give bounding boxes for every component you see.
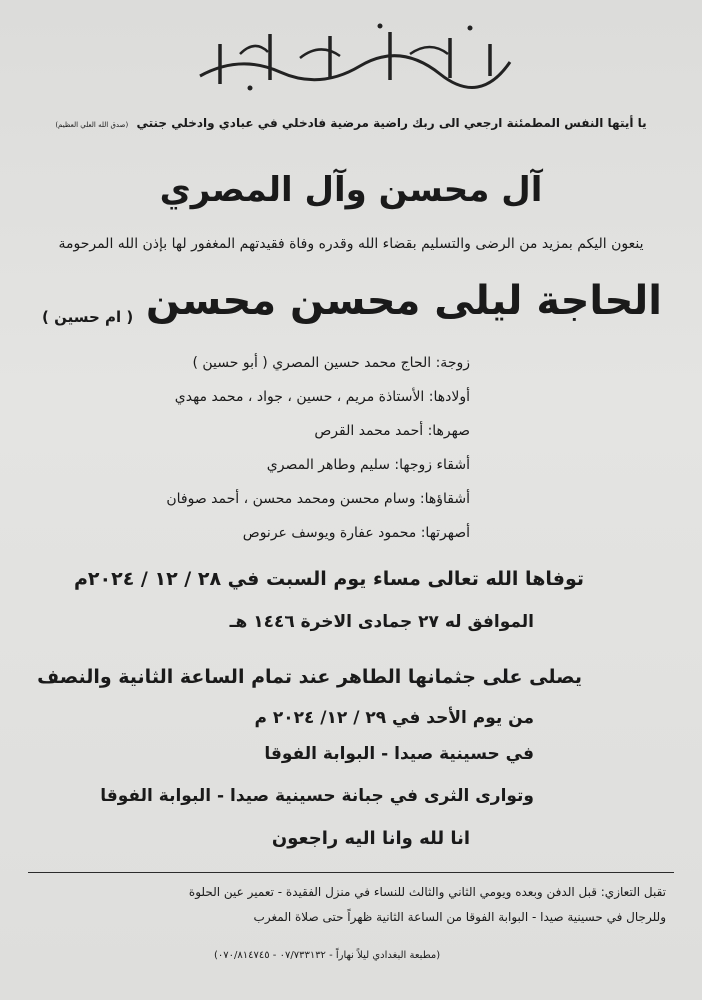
hijri-date-line: الموافق له ٢٧ جمادى الاخرة ١٤٤٦ هـ	[229, 612, 534, 632]
announcement-text: ينعون اليكم بمزيد من الرضى والتسليم بقضاء الله وقدره وفاة فقيدتهم المغفور لها بإذن الله المرحومة	[58, 236, 644, 252]
relative-children: أولادها: الأستاذة مريم ، حسين ، جواد ، محمد مهدي	[174, 389, 470, 405]
death-date-line: توفاها الله تعالى مساء يوم السبت في ٢٨ / ١٢ / ٢٠٢٤م	[73, 568, 584, 590]
funeral-place-line: في حسينية صيدا - البوابة الفوقا	[264, 744, 534, 764]
printer-credit: (مطبعة البغدادي ليلاً نهاراً - ٠٧/٧٣٣١٣٢ - ٠٧٠/٨١٤٧٤٥)	[214, 950, 441, 961]
verse-reference: (صدق الله العلي العظيم)	[55, 121, 129, 129]
funeral-date-line: من يوم الأحد في ٢٩ / ١٢/ ٢٠٢٤ م	[254, 708, 534, 728]
calligraphy-header	[180, 14, 530, 94]
calligraphy-flourish-icon	[180, 14, 530, 94]
deceased-name: الحاجة ليلى محسن محسن	[145, 278, 662, 324]
deceased-alias: ( ام حسين )	[42, 308, 134, 326]
relatives-list	[166, 346, 470, 550]
condolence-line-men: وللرجال في حسينية صيدا - البوابة الفوقا من الساعة الثانية ظهراً حتى صلاة المغرب	[253, 910, 666, 924]
burial-line: وتوارى الثرى في جبانة حسينية صيدا - البوابة الفوقا	[100, 786, 534, 806]
relative-in-laws: أصهرتها: محمود عفارة ويوسف عرنوص	[242, 525, 470, 541]
relative-son-in-law: صهرها: أحمد محمد القرص	[314, 423, 470, 439]
condolence-info	[189, 880, 666, 930]
verse-text: يا أيتها النفس المطمئنة ارجعي الى ربك راضية مرضية فادخلي في عبادي وادخلي جنتي	[136, 116, 647, 130]
condolence-line-women: تقبل التعازي: قبل الدفن وبعده ويومي الثاني والثالث للنساء في منزل الفقيدة - تعمير عين الحلوة	[188, 885, 666, 899]
relative-husband-brothers: أشقاء زوجها: سليم وطاهر المصري	[266, 457, 470, 473]
relative-husband: زوجة: الحاج محمد حسين المصري ( أبو حسين )	[192, 355, 470, 371]
closing-verse: انا لله وانا اليه راجعون	[271, 828, 471, 849]
quran-verse	[30, 116, 672, 130]
funeral-prayer-line: يصلى على جثمانها الطاهر عند تمام الساعة الثانية والنصف	[37, 666, 582, 688]
families-heading: آل محسن وآل المصري	[159, 170, 543, 210]
divider	[28, 872, 674, 873]
relative-brothers: أشقاؤها: وسام محسن ومحمد محسن ، أحمد صوفان	[166, 491, 470, 507]
